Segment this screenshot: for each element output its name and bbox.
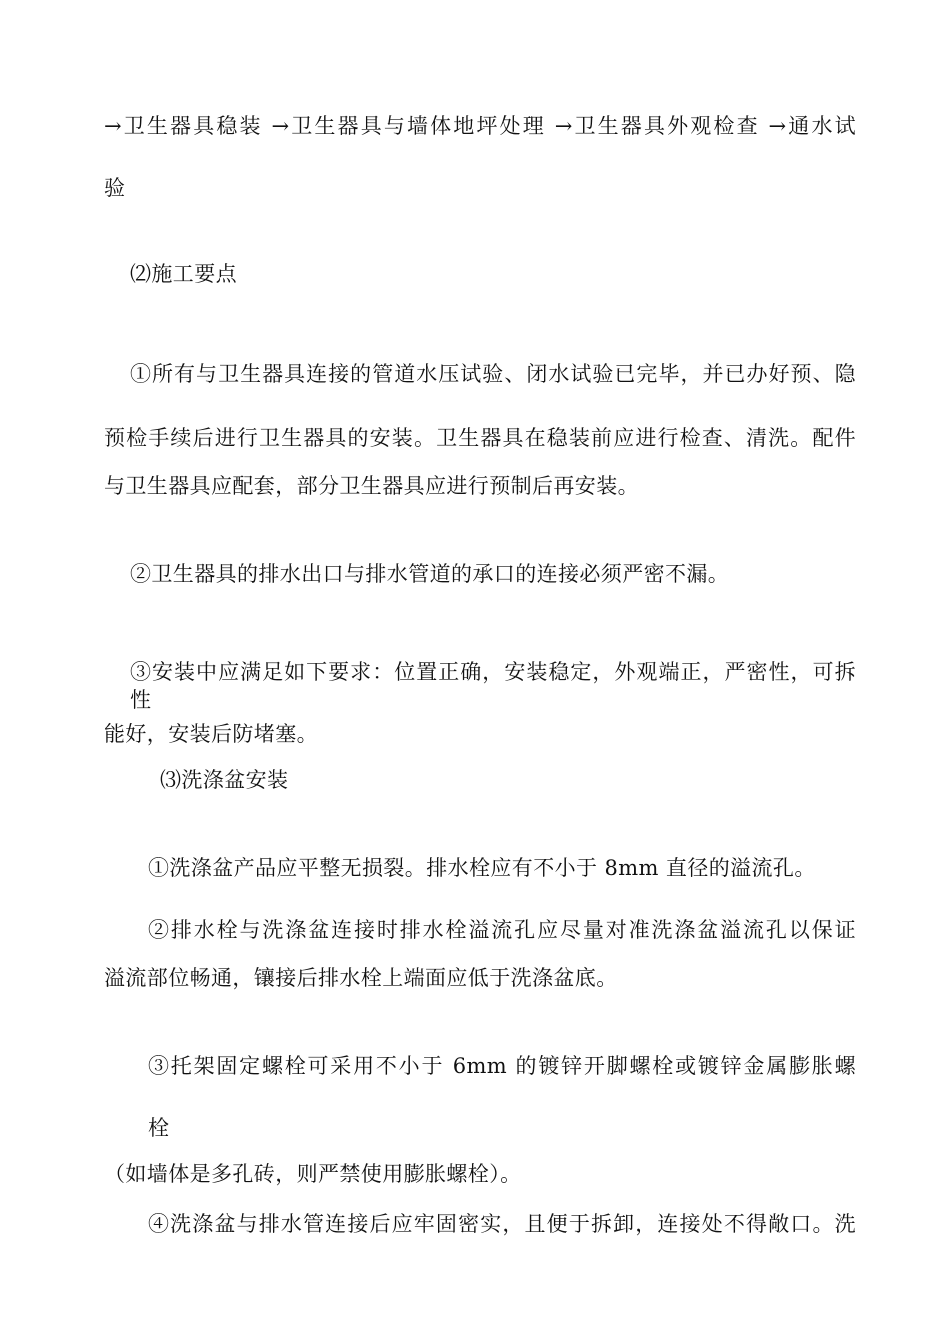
section-2-item-1-line-3: 与卫生器具应配套，部分卫生器具应进行预制后再安装。 (104, 474, 639, 498)
section-3-item-3-line-1: ③托架固定螺栓可采用不小于 6mm 的镀锌开脚螺栓或镀锌金属膨胀螺 (148, 1054, 856, 1078)
section-3-item-2-line-1: ②排水栓与洗涤盆连接时排水栓溢流孔应尽量对准洗涤盆溢流孔以保证 (148, 918, 856, 942)
process-flow-line-1: →卫生器具稳装 →卫生器具与墙体地坪处理 →卫生器具外观检查 →通水试 (104, 114, 856, 138)
section-3-heading: ⑶洗涤盆安装 (160, 768, 289, 792)
section-2-item-3-line-1: ③安装中应满足如下要求：位置正确，安装稳定，外观端正，严密性，可拆性 (130, 660, 856, 712)
section-3-item-3-line-2: 栓 (148, 1116, 170, 1140)
section-2-item-1-line-1: ①所有与卫生器具连接的管道水压试验、闭水试验已完毕，并已办好预、隐 (130, 362, 856, 386)
section-2-item-1-line-2: 预检手续后进行卫生器具的安装。卫生器具在稳装前应进行检查、清洗。配件 (104, 426, 856, 450)
process-flow-line-2: 验 (104, 176, 126, 200)
section-2-heading: ⑵施工要点 (130, 262, 237, 286)
section-3-item-2-line-2: 溢流部位畅通，镶接后排水栓上端面应低于洗涤盆底。 (104, 966, 618, 990)
section-3-item-4-line-1: ④洗涤盆与排水管连接后应牢固密实，且便于拆卸，连接处不得敞口。洗 (148, 1212, 856, 1236)
section-2-item-2: ②卫生器具的排水出口与排水管道的承口的连接必须严密不漏。 (130, 562, 730, 586)
section-3-item-3-line-3: （如墙体是多孔砖，则严禁使用膨胀螺栓）。 (104, 1162, 522, 1186)
section-3-item-1: ①洗涤盆产品应平整无损裂。排水栓应有不小于 8mm 直径的溢流孔。 (148, 856, 816, 880)
section-2-item-3-line-2: 能好，安装后防堵塞。 (104, 722, 318, 746)
